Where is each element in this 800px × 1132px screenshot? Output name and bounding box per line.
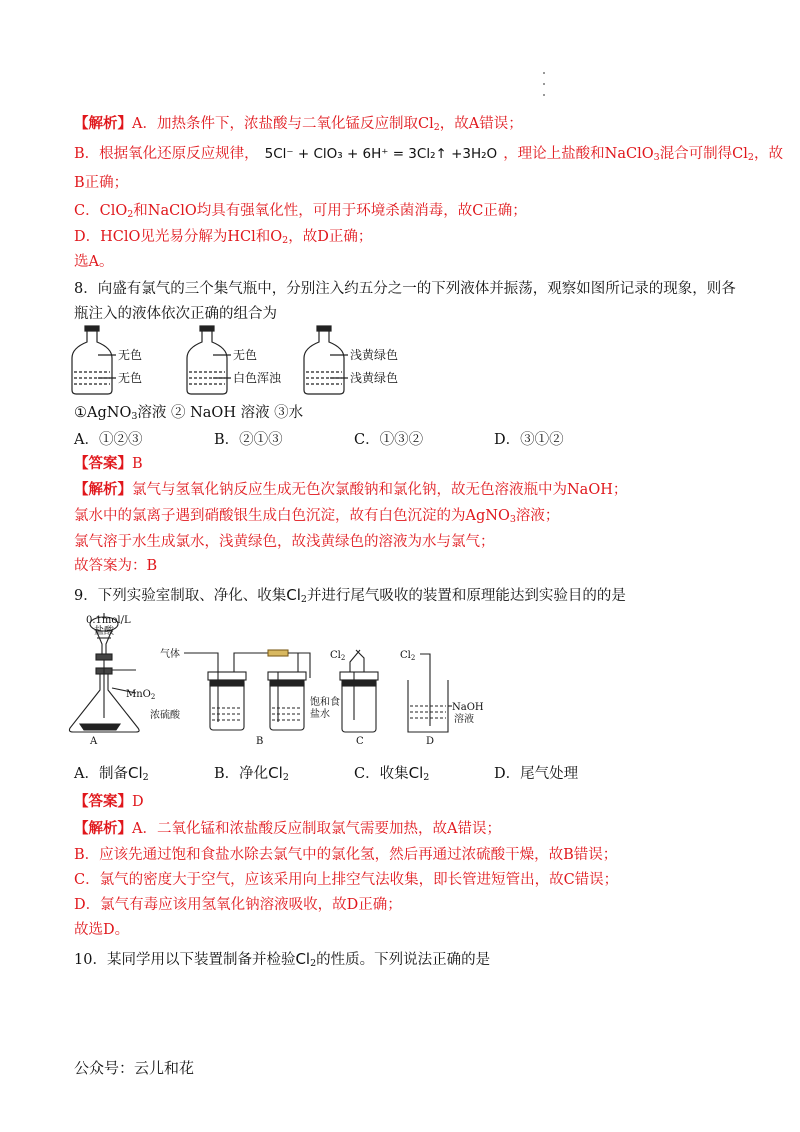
q8-options	[74, 428, 734, 449]
q8-stem-line2: 瓶注入的液体依次正确的组合为	[74, 306, 277, 322]
bottle3-bottom-label: 浅黄绿色	[350, 371, 399, 385]
fig-d-naoh-2: 溶液	[454, 714, 474, 725]
q8-option-b: B．②①③	[214, 432, 283, 448]
q8-bottles-figure	[60, 322, 420, 398]
fig-a-mno2: MnO$_2$	[126, 689, 156, 701]
q9-analysis-c: C．氯气的密度大于空气，应该采用向上排空气法收集，即长管进短管出，故C错误；	[74, 872, 619, 888]
q8-liquids: ①AgNO$_3$溶液 ② NaOH 溶液 ③水	[74, 405, 304, 422]
q9-analysis-b: B．应该先通过饱和食盐水除去氯气中的氯化氢，然后再通过浓硫酸干燥，故B错误；	[74, 847, 618, 863]
fig-d-naoh-1: NaOH	[452, 702, 484, 713]
apparatus-c	[340, 650, 378, 732]
fig-d-gas: $Cl_2$	[400, 650, 416, 662]
prev-analysis-b-line2: B正确；	[74, 175, 129, 191]
q9-answer: 【答案】D	[74, 793, 144, 810]
fig-c-gas: $Cl_2$	[330, 650, 346, 662]
q9-options	[74, 762, 734, 783]
fig-c-label: C	[356, 736, 364, 747]
prev-analysis-a: 【解析】A．加热条件下，浓盐酸与二氧化锰反应制取$Cl_2$，故A错误；	[74, 115, 523, 133]
q9-option-b: B．净化$Cl_2$	[214, 764, 289, 783]
bottle-1	[72, 326, 116, 394]
fig-b-gas: 气体	[160, 649, 180, 660]
bottle-3	[304, 326, 348, 394]
q8-option-c: C．①③②	[354, 432, 424, 448]
q9-option-d: D．尾气处理	[494, 766, 579, 782]
q8-stem-line1: 8．向盛有氯气的三个集气瓶中，分别注入约五分之一的下列液体并振荡，观察如图所记录的现象，则各	[74, 281, 736, 297]
q9-apparatus-figure	[60, 610, 484, 750]
fig-d-label: D	[426, 736, 435, 747]
prev-analysis-c: C．ClO$_2$和NaClO均具有强氧化性，可用于环境杀菌消毒，故C正确；	[74, 203, 527, 220]
prev-analysis-d: D．HClO见光易分解为HCl和$O_2$，故D正确；	[74, 229, 373, 246]
fig-b-right-2: 盐水	[310, 709, 330, 720]
bottle1-top-label: 无色	[118, 348, 143, 362]
fig-b-label: B	[256, 736, 264, 747]
q8-analysis-3: 氯气溶于水生成氯水，浅黄绿色，故浅黄绿色的溶液为水与氯气；	[74, 534, 495, 550]
bottle-2	[187, 326, 231, 394]
prev-analysis-b: B．根据氧化还原反应规律， 5Cl⁻ + ClO₃ + 6H⁺ = 3Cl₂↑ +3H₂O ，理论上盐酸和NaClO$_3$混合可制得$Cl_2$，故	[74, 146, 783, 163]
bottle3-top-label: 浅黄绿色	[350, 348, 399, 362]
q8-analysis-1: 【解析】氯气与氢氧化钠反应生成无色次氯酸钠和氯化钠，故无色溶液瓶中为NaOH；	[74, 481, 628, 498]
q8-analysis-2: 氯水中的氯离子遇到硝酸银生成白色沉淀，故有白色沉淀的为AgNO$_3$溶液；	[74, 508, 560, 525]
q9-option-a: A．制备$Cl_2$	[74, 764, 149, 783]
q8-answer: 【答案】B	[74, 455, 143, 472]
fig-a-conc: 0.1mol/L	[86, 615, 131, 626]
q8-option-a: A．①②③	[74, 432, 143, 448]
q9-option-c: C．收集$Cl_2$	[354, 764, 430, 783]
q9-analysis-a: 【解析】A．二氧化锰和浓盐酸反应制取氯气需要加热，故A错误；	[74, 820, 501, 837]
fig-b-right-1: 饱和食	[310, 697, 340, 708]
header-dots	[543, 72, 547, 105]
q9-analysis-d: D．氯气有毒应该用氢氧化钠溶液吸收，故D正确；	[74, 897, 402, 913]
bottle1-bottom-label: 无色	[118, 371, 143, 385]
q9-choose: 故选D。	[74, 922, 130, 938]
q8-option-d: D．③①②	[494, 432, 564, 448]
prev-choose: 选A。	[74, 254, 114, 270]
apparatus-b	[184, 650, 310, 730]
fig-a-acid: 盐酸	[94, 626, 114, 637]
bottle2-top-label: 无色	[233, 348, 258, 362]
redox-equation: 5Cl⁻ + ClO₃ + 6H⁺ = 3Cl₂↑ +3H₂O	[264, 146, 498, 162]
fig-a-label: A	[90, 736, 98, 747]
bottle2-bottom-label: 白色浑浊	[233, 371, 282, 385]
q8-analysis-4: 故答案为：B	[74, 558, 158, 574]
fig-b-left: 浓硫酸	[150, 710, 180, 721]
apparatus-d	[408, 654, 452, 732]
q9-stem: 9．下列实验室制取、净化、收集$Cl_2$并进行尾气吸收的装置和原理能达到实验目的的是	[74, 586, 626, 605]
footer-wechat: 公众号：云儿和花	[74, 1059, 195, 1077]
q10-stem: 10．某同学用以下装置制备并检验$Cl_2$的性质。下列说法正确的是	[74, 950, 491, 969]
